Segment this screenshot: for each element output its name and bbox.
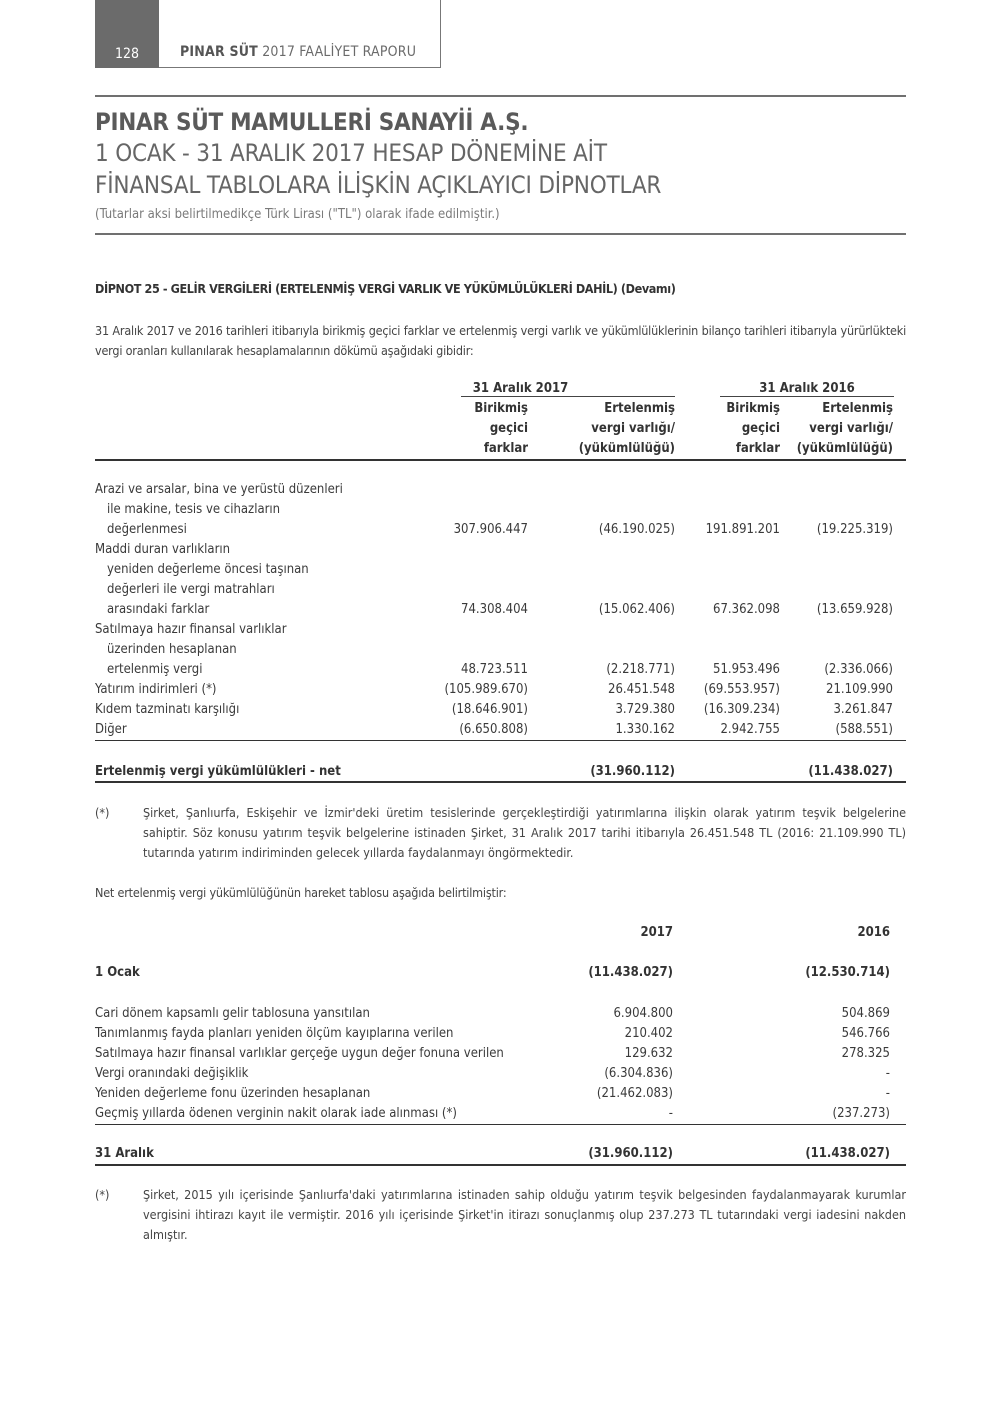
header-rule [95,459,906,461]
table-row [95,680,906,700]
cell-value: 74.308.404 [461,602,528,617]
column-header: 2017 [640,925,673,940]
footnote-mark: (*) [95,1187,110,1202]
cell-value: (15.062.406) [598,602,675,617]
group-underline [720,396,894,397]
column-header: geçici [741,421,780,436]
year-headers [95,923,906,943]
cell-value: 3.729.380 [615,702,675,717]
column-header: geçici [489,421,528,436]
cell-value: (12.530.714) [805,965,890,980]
footnote [95,803,906,863]
column-header: Ertelenmiş [822,401,893,416]
column-headers [95,419,906,439]
cell-value: - [885,1086,890,1101]
cell-value: (19.225.319) [816,522,893,537]
row-label: değerleri ile vergi matrahları [107,582,275,597]
table-row [95,1024,906,1044]
cell-value: 504.869 [841,1006,890,1021]
cell-value: (18.646.901) [451,702,528,717]
table-row [95,720,906,740]
cell-value: 307.906.447 [453,522,528,537]
currency-note: (Tutarlar aksi belirtilmedikçe Türk Lirası ("TL") olarak ifade edilmiştir.) [95,207,500,222]
subtotal-rule [95,740,906,741]
row-label: yeniden değerleme öncesi taşınan [107,562,309,577]
column-header: Ertelenmiş [604,401,675,416]
cell-value: (6.650.808) [459,722,528,737]
row-label: Yatırım indirimleri (*) [95,682,217,697]
cell-value: 210.402 [624,1026,673,1041]
row-label: Diğer [95,722,127,737]
row-label: 1 Ocak [95,965,140,980]
column-headers [95,439,906,459]
subtotal-rule [95,1124,906,1125]
report-title [180,44,416,60]
brand-name: PINAR SÜT [180,44,258,60]
cell-value: (588.551) [835,722,893,737]
table-row [95,540,906,560]
column-header: (yükümlülüğü) [578,441,675,456]
column-headers [95,399,906,419]
cell-value: (2.336.066) [824,662,893,677]
cell-value: - [668,1106,673,1121]
cell-value: (237.273) [832,1106,890,1121]
table-row [95,1084,906,1104]
table-row [95,1004,906,1024]
total-value: (11.438.027) [808,764,893,779]
footnote [95,1185,906,1245]
cell-value: (11.438.027) [805,1146,890,1161]
cell-value: (69.553.957) [703,682,780,697]
table-row [95,500,906,520]
row-label: Arazi ve arsalar, bina ve yerüstü düzenleri [95,482,343,497]
column-header: vergi varlığı/ [809,421,893,436]
cell-value: 191.891.201 [705,522,780,537]
table-row [95,640,906,660]
row-label: değerlenmesi [107,522,187,537]
report-name: 2017 FAALİYET RAPORU [262,44,417,60]
cell-value: 51.953.496 [713,662,780,677]
opening-row [95,963,906,983]
cell-value: - [885,1066,890,1081]
row-label: Vergi oranındaki değişiklik [95,1066,249,1081]
page-number: 128 [95,0,159,68]
row-label: Kıdem tazminatı karşılığı [95,702,240,717]
table-row [95,660,906,680]
total-label: Ertelenmiş vergi yükümlülükleri - net [95,764,341,779]
cell-value: (21.462.083) [596,1086,673,1101]
row-label: ertelenmiş vergi [107,662,203,677]
period-title: 1 OCAK - 31 ARALIK 2017 HESAP DÖNEMİNE AİT [95,139,607,167]
row-label: 31 Aralık [95,1146,154,1161]
company-name: PINAR SÜT MAMULLERİ SANAYİİ A.Ş. [95,108,529,136]
table-row [95,580,906,600]
table-row [95,700,906,720]
row-label: Satılmaya hazır finansal varlıklar gerçeğe uygun değer fonuna verilen [95,1046,504,1061]
column-header: (yükümlülüğü) [796,441,893,456]
divider [95,233,906,235]
cell-value: (13.659.928) [816,602,893,617]
row-label: Tanımlanmış fayda planları yeniden ölçüm kayıplarına verilen [95,1026,454,1041]
cell-value: (31.960.112) [588,1146,673,1161]
cell-value: 21.109.990 [826,682,893,697]
cell-value: (6.304.836) [604,1066,673,1081]
row-label: Maddi duran varlıkların [95,542,231,557]
table-row [95,1064,906,1084]
table-row [95,520,906,540]
total-value: (31.960.112) [590,764,675,779]
column-header: Birikmiş [474,401,528,416]
document-title: FİNANSAL TABLOLARA İLİŞKİN AÇIKLAYICI DİPNOTLAR [95,171,662,199]
cell-value: (105.989.670) [444,682,528,697]
cell-value: (46.190.025) [598,522,675,537]
column-header: farklar [483,441,528,456]
cell-value: 67.362.098 [713,602,780,617]
cell-value: 546.766 [841,1026,890,1041]
row-label: Yeniden değerleme fonu üzerinden hesaplanan [95,1086,371,1101]
total-rule [95,781,906,783]
column-header: farklar [735,441,780,456]
table-row [95,600,906,620]
group-underline [461,396,675,397]
footnote-mark: (*) [95,805,110,820]
cell-value: 2.942.755 [720,722,780,737]
row-label: Cari dönem kapsamlı gelir tablosuna yansıtılan [95,1006,370,1021]
cell-value: 3.261.847 [833,702,893,717]
table-row [95,1044,906,1064]
total-row [95,762,906,782]
note-intro: 31 Aralık 2017 ve 2016 tarihleri itibarıyla birikmiş geçici farklar ve ertelenmiş vergi varlık ve yükümlülüklerinin bilanço tarihleri itibarıyla yürürlükteki vergi oranları kullanılarak hesaplamalarının dökümü aşağıdaki gibidir: [95,323,906,358]
cell-value: (16.309.234) [703,702,780,717]
divider [95,95,906,97]
cell-value: (11.438.027) [588,965,673,980]
cell-value: 26.451.548 [608,682,675,697]
group-header-2016: 31 Aralık 2016 [759,381,855,396]
table-row [95,620,906,640]
total-rule [95,1164,906,1166]
group-header-2017: 31 Aralık 2017 [472,381,569,396]
movement-intro: Net ertelenmiş vergi yükümlülüğünün hareket tablosu aşağıda belirtilmiştir: [95,885,507,900]
footnote-text: Şirket, 2015 yılı içerisinde Şanlıurfa'daki yatırımlarına istinaden sahip olduğu yatırım teşvik belgesinden faydalanmayarak kurumlar vergisini ihtirazı kayıt ile vermiştir. 2016 yılı içerisinde Şirket'in itirazı sonuçlanmış olup 237.273 TL tutarındaki vergi iadesini nakden almıştır. [143,1187,906,1242]
cell-value: (2.218.771) [606,662,675,677]
footnote-text: Şirket, Şanlıurfa, Eskişehir ve İzmir'deki üretim tesislerinde gerçekleştirdiği yatırımlarına ilişkin olarak yatırım teşvik belgelerine sahiptir. Söz konusu yatırım teşvik belgelerine istinaden Şirket, 31 Aralık 2017 tarihi itibarıyla 26.451.548 TL (2016: 21.109.990 TL) tutarında yatırım indiriminden gelecek yıllarda faydalanmayı öngörmektedir. [143,805,906,860]
column-header: Birikmiş [726,401,780,416]
cell-value: 1.330.162 [615,722,675,737]
closing-row [95,1144,906,1164]
table-row [95,1104,906,1124]
row-label: Satılmaya hazır finansal varlıklar [95,622,287,637]
row-label: Geçmiş yıllarda ödenen verginin nakit olarak iade alınması (*) [95,1106,457,1121]
table-row [95,560,906,580]
row-label: arasındaki farklar [107,602,210,617]
cell-value: 48.723.511 [461,662,528,677]
column-header: 2016 [857,925,890,940]
cell-value: 6.904.800 [613,1006,673,1021]
row-label: ile makine, tesis ve cihazların [107,502,281,517]
cell-value: 278.325 [841,1046,890,1061]
row-label: üzerinden hesaplanan [107,642,237,657]
column-header: vergi varlığı/ [591,421,675,436]
table-row [95,480,906,500]
note-heading: DİPNOT 25 - GELİR VERGİLERİ (ERTELENMİŞ VERGİ VARLIK VE YÜKÜMLÜLÜKLERİ DAHİL) (Devamı) [95,281,676,296]
cell-value: 129.632 [624,1046,673,1061]
